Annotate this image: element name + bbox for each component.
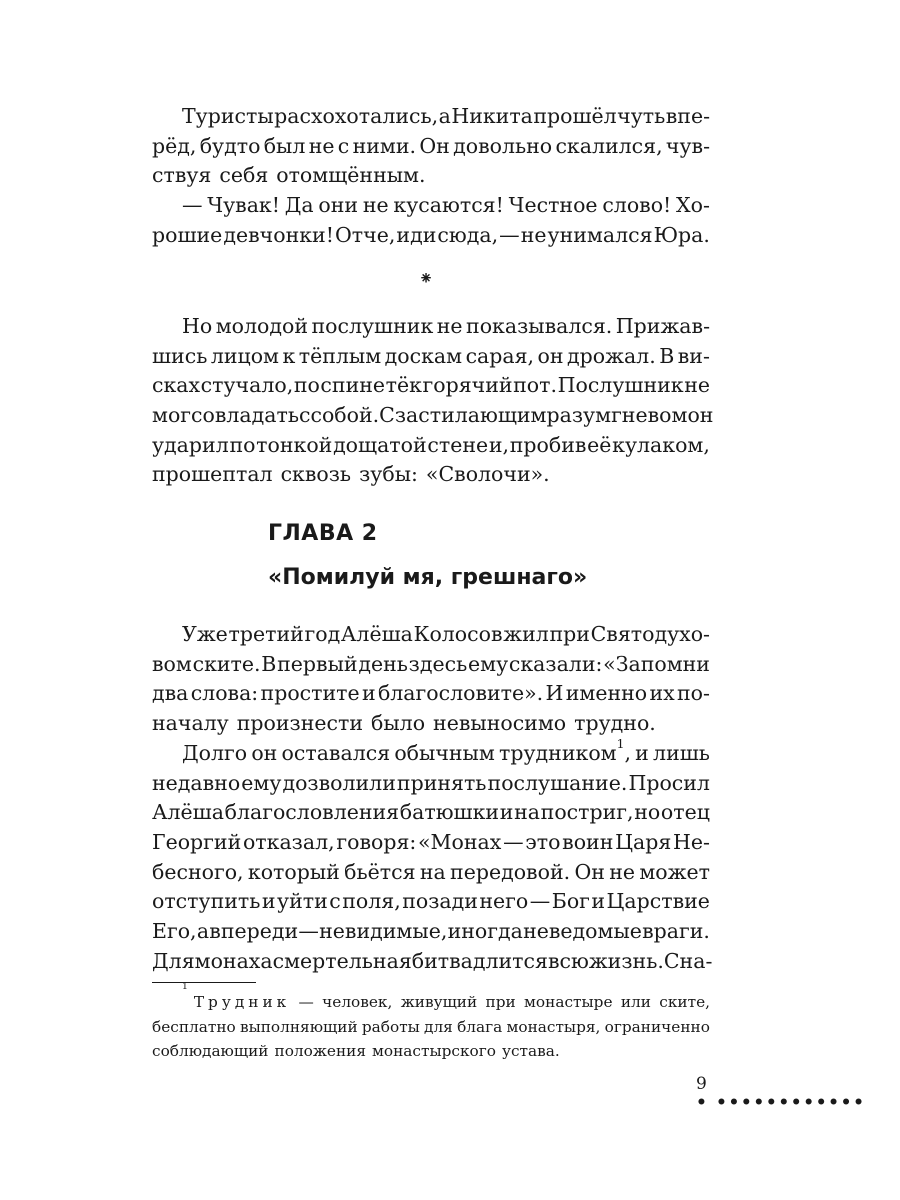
word: жил <box>503 622 549 646</box>
word: довольно <box>453 133 553 158</box>
word: Да <box>284 193 314 217</box>
word: чув- <box>665 133 710 158</box>
word: чуть <box>617 104 666 128</box>
word: это <box>525 830 561 855</box>
page-ornament-dots: • •••••••••••• <box>696 1093 866 1113</box>
word: него <box>479 889 529 914</box>
word: он <box>251 741 278 765</box>
word: «Запомни <box>603 651 710 676</box>
word: послушник <box>311 314 434 338</box>
footnote-line <box>152 981 710 1015</box>
text-line <box>152 191 710 221</box>
word: — <box>529 889 551 914</box>
text-line <box>152 342 710 372</box>
word: передовой. <box>450 859 571 884</box>
text-line <box>152 312 710 342</box>
word: жизнь. <box>588 948 664 973</box>
word: лишь <box>653 741 710 765</box>
word: показывался. <box>466 314 613 338</box>
word: мог <box>152 403 192 428</box>
word: доскам <box>384 343 463 368</box>
word: по <box>229 432 256 457</box>
word: дощатой <box>333 432 427 457</box>
text-line <box>152 798 710 828</box>
word: монастыре <box>524 993 613 1011</box>
word: — <box>298 993 314 1011</box>
word: ему <box>468 651 509 676</box>
word: живущий <box>400 993 478 1011</box>
word: отец <box>660 800 710 825</box>
word: Долго <box>182 741 248 765</box>
word: благословления <box>224 800 400 825</box>
text-line <box>152 709 710 739</box>
word: — <box>182 193 203 217</box>
word: при <box>485 993 516 1011</box>
footnote-marker: 1 <box>182 981 188 993</box>
word: В <box>659 343 675 368</box>
word: С <box>379 403 395 428</box>
word: поля, <box>342 889 401 914</box>
word: было <box>371 711 426 736</box>
word: обычным <box>394 741 495 765</box>
text-line <box>152 679 710 709</box>
word: благословите». <box>377 681 544 706</box>
word: девчонки! <box>223 222 334 247</box>
word: впе- <box>665 104 710 128</box>
word: соблюдающий <box>152 1042 269 1060</box>
word: Честное <box>508 193 598 217</box>
word: скалился, <box>555 133 663 158</box>
word: и <box>261 889 276 914</box>
word: отступить <box>152 889 261 914</box>
word: — <box>503 830 524 855</box>
footnote-reference[interactable]: 1 <box>616 737 625 752</box>
word: по- <box>677 681 710 706</box>
text-line <box>152 858 710 888</box>
word: или <box>620 993 651 1011</box>
word: Не- <box>672 830 710 855</box>
word: здесь <box>408 651 468 676</box>
word: Чувак! <box>207 193 280 217</box>
paragraph-3 <box>152 312 714 490</box>
word: началу <box>152 711 229 736</box>
word: ними. <box>352 133 417 158</box>
word: первый <box>277 651 358 676</box>
word: блага <box>457 1017 503 1036</box>
word: дрожал. <box>567 343 656 368</box>
word: человек, <box>322 993 393 1011</box>
word: ствуя <box>152 163 212 188</box>
section-separator-asterism: ⁕ <box>418 268 434 289</box>
word: Он <box>419 133 450 158</box>
word: простите <box>260 681 360 706</box>
word: неведомые <box>523 919 642 944</box>
word: невидимые, <box>319 919 448 944</box>
footnote-term: Трудник <box>193 993 291 1011</box>
word: и <box>591 889 606 914</box>
word: — <box>298 919 319 944</box>
word: с <box>299 403 311 428</box>
word: не <box>520 222 547 247</box>
word: третий <box>228 622 304 646</box>
word: бесплатно <box>152 1017 236 1036</box>
word: рёд, <box>152 133 197 158</box>
word: смертельная <box>272 948 412 973</box>
word: кусаются! <box>393 193 504 217</box>
word: Он <box>574 859 605 884</box>
footnote-lead <box>182 981 291 1015</box>
word: и, <box>488 432 510 457</box>
word-with-footnote-ref <box>499 739 631 769</box>
word: Но <box>182 314 213 338</box>
word: недавно <box>152 770 241 795</box>
word: трудно. <box>574 711 656 736</box>
word: ските. <box>192 651 261 676</box>
text-line <box>152 650 710 680</box>
text-line <box>152 102 710 132</box>
word: при <box>549 622 590 646</box>
word: битва <box>411 948 473 973</box>
word: и <box>361 681 376 706</box>
word: ударил <box>152 432 229 457</box>
word: длится <box>472 948 548 973</box>
word: воин <box>562 830 614 855</box>
word: не <box>362 193 389 217</box>
word: с <box>337 133 350 158</box>
text-line <box>152 739 710 769</box>
word: иди <box>396 222 437 247</box>
paragraph-1 <box>152 102 710 191</box>
word: послушание. <box>487 770 628 795</box>
word: — <box>499 222 520 247</box>
word: позади <box>402 889 478 914</box>
word: Туристы <box>182 104 274 128</box>
word: сарая, <box>465 343 535 368</box>
word: произнести <box>236 711 364 736</box>
word: иногда <box>447 919 523 944</box>
word: зубы: <box>359 462 418 487</box>
page-number: 9 <box>696 1074 707 1094</box>
word: Святодухо- <box>590 622 710 646</box>
word: и <box>499 800 514 825</box>
word: расхохотались, <box>274 104 439 128</box>
word: застилающим <box>394 403 547 428</box>
word: трудником <box>499 741 617 765</box>
word: к <box>282 343 296 368</box>
word: себя <box>219 163 269 188</box>
text-line <box>152 1015 710 1040</box>
word: сказали: <box>508 651 603 676</box>
word: говоря: <box>336 830 417 855</box>
word: а <box>196 919 210 944</box>
word: он <box>537 343 564 368</box>
chapter-subtitle: «Помилуй мя, грешнаго» <box>268 565 588 590</box>
text-line <box>152 161 710 191</box>
word: Георгий <box>152 830 242 855</box>
word: Никита <box>451 104 533 128</box>
word: Послушник <box>557 373 684 398</box>
text-line <box>152 460 710 490</box>
word: дозволили <box>282 770 396 795</box>
word: ограниченно <box>604 1017 710 1036</box>
text-line <box>152 620 710 650</box>
text-line <box>152 947 713 977</box>
word: гневом <box>611 403 688 428</box>
word: два <box>152 681 189 706</box>
word: оставался <box>281 741 391 765</box>
word: совладать <box>191 403 299 428</box>
word: будто <box>199 133 261 158</box>
word: Уже <box>182 622 228 646</box>
word: молодой <box>215 314 308 338</box>
word: Хо- <box>676 193 710 217</box>
word: монаха <box>194 948 273 973</box>
word: тёплым <box>298 343 382 368</box>
text-line <box>152 769 710 799</box>
word: Его, <box>152 919 197 944</box>
word: горячий <box>422 373 513 398</box>
word: монастыря, <box>506 1017 601 1036</box>
word: постриг, <box>540 800 634 825</box>
word: не <box>308 133 335 158</box>
word: Сна- <box>663 948 713 973</box>
word: спине <box>320 373 386 398</box>
word: не <box>609 859 636 884</box>
word: И <box>545 681 564 706</box>
word: собой. <box>310 403 380 428</box>
word: Прижав- <box>615 314 710 338</box>
word: год <box>304 622 341 646</box>
text-line <box>152 828 710 858</box>
word: который <box>247 859 340 884</box>
word: Отче, <box>335 222 396 247</box>
word: положения <box>274 1042 366 1060</box>
word: устава. <box>501 1042 560 1060</box>
word: пот. <box>513 373 558 398</box>
word: он <box>687 403 714 428</box>
text-line <box>152 1039 710 1064</box>
word: может <box>639 859 710 884</box>
word: на <box>514 800 540 825</box>
word: а <box>438 104 451 128</box>
word: «Сволочи». <box>425 462 550 487</box>
text-line <box>152 221 710 251</box>
text-line <box>152 401 714 431</box>
footnote-divider <box>152 982 256 983</box>
word: Царя <box>615 830 672 855</box>
word: Юра. <box>653 222 710 247</box>
word: «Монах <box>418 830 502 855</box>
word: выполняющий <box>239 1017 358 1036</box>
word: В <box>261 651 277 676</box>
word: день <box>358 651 408 676</box>
text-line <box>152 431 710 461</box>
word: именно <box>565 681 648 706</box>
word: батюшки <box>399 800 500 825</box>
word: по <box>293 373 320 398</box>
word: тонкой <box>256 432 333 457</box>
word: слова: <box>190 681 259 706</box>
word: слово! <box>602 193 672 217</box>
word: ските, <box>659 993 710 1011</box>
word: Царствие <box>606 889 710 914</box>
word: вом <box>152 651 192 676</box>
word: был <box>263 133 306 158</box>
word: Бог <box>551 889 590 914</box>
word: Просил <box>628 770 710 795</box>
word: Алёша <box>340 622 413 646</box>
word: всю <box>547 948 589 973</box>
word: их <box>649 681 675 706</box>
punctuation: , <box>624 741 631 765</box>
word: на <box>419 859 446 884</box>
paragraph-5 <box>152 737 713 977</box>
word: сюда, <box>437 222 499 247</box>
word: впереди <box>209 919 299 944</box>
text-line <box>152 887 710 917</box>
text-line <box>152 132 710 162</box>
word: кулаком, <box>612 432 710 457</box>
word: принять <box>396 770 487 795</box>
footnote <box>152 981 710 1064</box>
word: разум <box>546 403 612 428</box>
word: сквозь <box>280 462 352 487</box>
word: рошие <box>152 222 223 247</box>
word: прошептал <box>152 462 273 487</box>
word: пробив <box>509 432 587 457</box>
word: тёк <box>385 373 422 398</box>
text-line <box>152 917 710 947</box>
word: лицом <box>210 343 280 368</box>
word: шись <box>152 343 208 368</box>
word: отказал, <box>242 830 335 855</box>
word: стучало, <box>200 373 294 398</box>
word: и <box>635 741 649 765</box>
text-line <box>152 371 710 401</box>
word: сках <box>152 373 201 398</box>
word: но <box>634 800 661 825</box>
word: бесного, <box>152 859 244 884</box>
word: не <box>684 373 710 398</box>
word: невыносимо <box>433 711 567 736</box>
word: Алёша <box>152 800 224 825</box>
word: враги. <box>642 919 710 944</box>
word: бьётся <box>344 859 416 884</box>
paragraph-2 <box>152 191 710 250</box>
chapter-title: ГЛАВА 2 <box>268 521 378 546</box>
word: для <box>424 1017 453 1036</box>
word: уйти <box>277 889 328 914</box>
word: прошёл <box>533 104 617 128</box>
word: Колосов <box>413 622 503 646</box>
word: отомщённым. <box>276 163 426 188</box>
word: её <box>587 432 612 457</box>
word: с <box>329 889 341 914</box>
word: стене <box>427 432 489 457</box>
word: ви- <box>677 343 710 368</box>
word: работы <box>361 1017 420 1036</box>
word: Для <box>152 948 195 973</box>
word: монастырского <box>372 1042 496 1060</box>
paragraph-4 <box>152 620 710 739</box>
word: они <box>318 193 359 217</box>
word: ему <box>241 770 282 795</box>
word: не <box>436 314 463 338</box>
word: унимался <box>547 222 653 247</box>
